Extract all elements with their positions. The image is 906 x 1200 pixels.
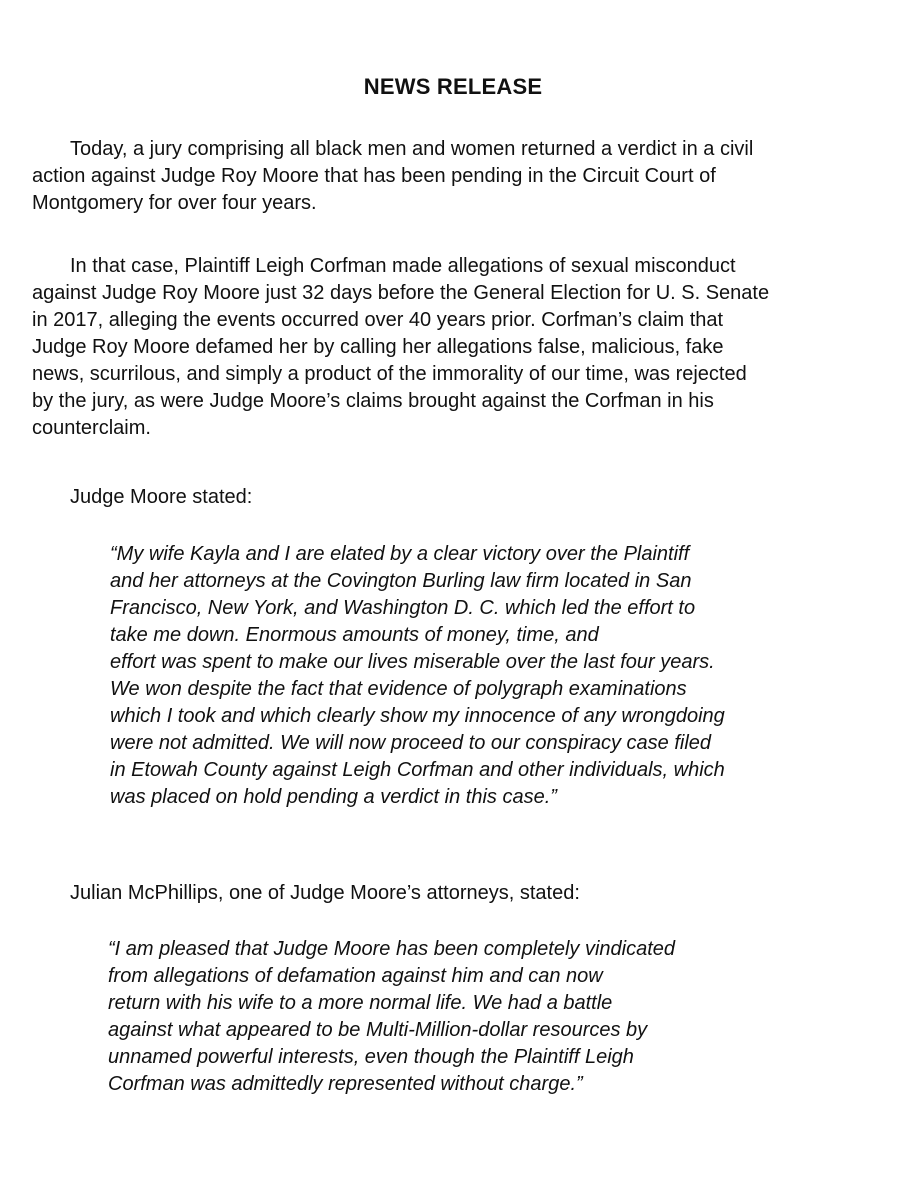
quote-line: return with his wife to a more normal life. We had a battle xyxy=(108,992,613,1014)
quote-line: “I am pleased that Judge Moore has been completely vindicated xyxy=(108,938,676,960)
paragraph-line: by the jury, as were Judge Moore’s claims brought against the Corfman in his xyxy=(32,390,714,412)
paragraph-line: in 2017, alleging the events occurred over 40 years prior. Corfman’s claim that xyxy=(32,309,724,331)
paragraph-line: action against Judge Roy Moore that has been pending in the Circuit Court of xyxy=(32,165,716,187)
paragraph-line: Today, a jury comprising all black men and women returned a verdict in a civil xyxy=(70,138,754,160)
document-title: NEWS RELEASE xyxy=(363,74,543,99)
quote-line: We won despite the fact that evidence of polygraph examinations xyxy=(110,678,687,700)
statement-label-moore: Judge Moore stated: xyxy=(70,486,253,508)
paragraph-line: news, scurrilous, and simply a product of the immorality of our time, was rejected xyxy=(32,363,747,385)
quote-line: from allegations of defamation against him and can now xyxy=(108,965,603,987)
quote-line: which I took and which clearly show my innocence of any wrongdoing xyxy=(110,705,725,727)
paragraph-line: In that case, Plaintiff Leigh Corfman made allegations of sexual misconduct xyxy=(70,255,736,277)
statement-label-mcphillips: Julian McPhillips, one of Judge Moore’s attorneys, stated: xyxy=(70,882,580,904)
paragraph-line: Judge Roy Moore defamed her by calling her allegations false, malicious, fake xyxy=(32,336,724,358)
quote-line: effort was spent to make our lives miserable over the last four years. xyxy=(110,651,715,673)
quote-line: Corfman was admittedly represented without charge.” xyxy=(108,1073,583,1095)
paragraph-line: counterclaim. xyxy=(32,417,151,439)
quote-line: and her attorneys at the Covington Burling law firm located in San xyxy=(110,570,692,592)
quote-line: “My wife Kayla and I are elated by a clear victory over the Plaintiff xyxy=(110,543,690,565)
paragraph-line: Montgomery for over four years. xyxy=(32,192,317,214)
quote-line: take me down. Enormous amounts of money, time, and xyxy=(110,624,599,646)
quote-line: was placed on hold pending a verdict in this case.” xyxy=(110,786,557,808)
quote-line: were not admitted. We will now proceed to our conspiracy case filed xyxy=(110,732,712,754)
quote-line: against what appeared to be Multi-Million-dollar resources by xyxy=(108,1019,648,1041)
paragraph-line: against Judge Roy Moore just 32 days before the General Election for U. S. Senate xyxy=(32,282,770,304)
quote-line: in Etowah County against Leigh Corfman and other individuals, which xyxy=(110,759,725,781)
quote-line: unnamed powerful interests, even though the Plaintiff Leigh xyxy=(108,1046,634,1068)
quote-line: Francisco, New York, and Washington D. C. which led the effort to xyxy=(110,597,696,619)
